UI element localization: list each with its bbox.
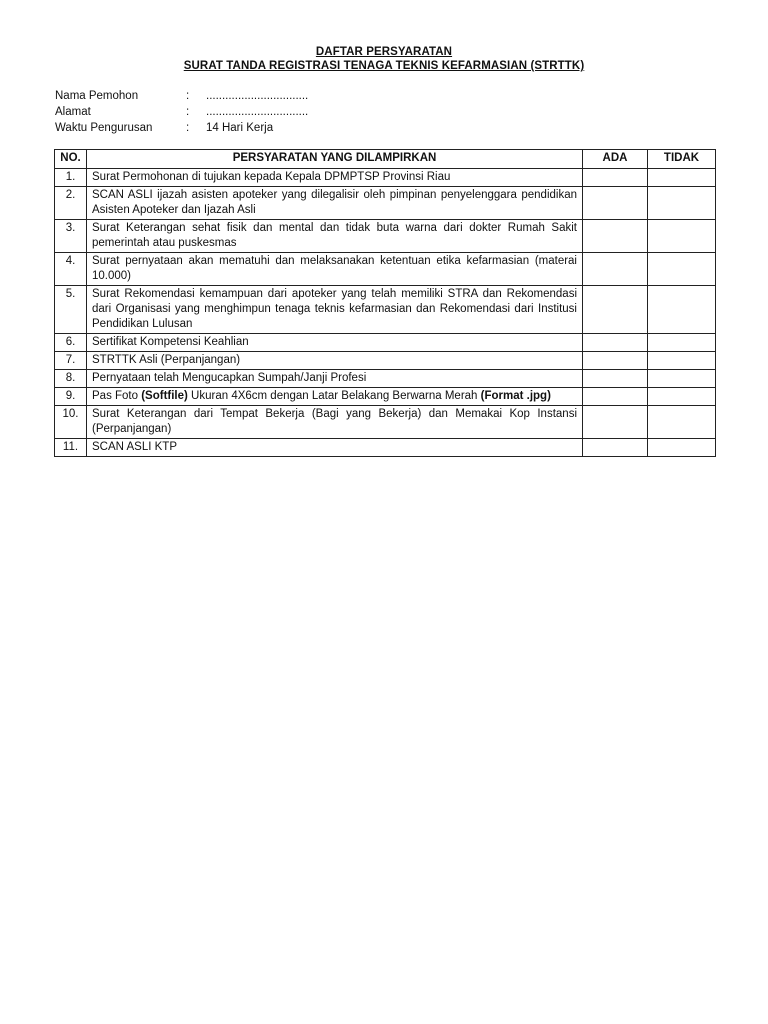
row-number: 3.: [55, 220, 87, 253]
tidak-checkbox-cell[interactable]: [648, 286, 716, 334]
requirement-text: Surat Permohonan di tujukan kepada Kepala DPMPTSP Provinsi Riau: [87, 169, 583, 187]
info-label: Nama Pemohon: [55, 90, 139, 102]
row-number: 9.: [55, 388, 87, 406]
info-value: 14 Hari Kerja: [206, 122, 274, 134]
requirement-text: Surat Keterangan sehat fisik dan mental dan tidak buta warna dari dokter Rumah Sakit pemerintah atau puskesmas: [87, 220, 583, 253]
table-row: [55, 253, 716, 286]
tidak-checkbox-cell[interactable]: [648, 406, 716, 439]
header-requirement: PERSYARATAN YANG DILAMPIRKAN: [87, 150, 583, 169]
table-row: [55, 352, 716, 370]
table-row: [55, 370, 716, 388]
info-value: ................................: [206, 106, 309, 118]
table-row: [55, 388, 716, 406]
table-header-row: [55, 150, 716, 169]
header-tidak: TIDAK: [648, 150, 716, 169]
ada-checkbox-cell[interactable]: [583, 253, 648, 286]
requirement-text-bold: (Softfile): [141, 390, 188, 402]
row-number: 6.: [55, 334, 87, 352]
requirement-text-part: Ukuran 4X6cm dengan Latar Belakang Berwarna Merah: [187, 390, 481, 402]
info-value: ................................: [206, 90, 309, 102]
row-number: 1.: [55, 169, 87, 187]
requirement-text: Sertifikat Kompetensi Keahlian: [87, 334, 583, 352]
requirement-text: STRTTK Asli (Perpanjangan): [87, 352, 583, 370]
document-title: DAFTAR PERSYARATAN: [315, 46, 453, 58]
tidak-checkbox-cell[interactable]: [648, 388, 716, 406]
row-number: 4.: [55, 253, 87, 286]
tidak-checkbox-cell[interactable]: [648, 352, 716, 370]
requirement-text-bold: (Format .jpg): [480, 390, 551, 402]
requirement-text: Surat Keterangan dari Tempat Bekerja (Bagi yang Bekerja) dan Memakai Kop Instansi (Perpanjangan): [87, 406, 583, 439]
requirements-table: [54, 149, 716, 457]
tidak-checkbox-cell[interactable]: [648, 439, 716, 457]
requirement-text-part: Pas Foto: [92, 390, 142, 402]
table-row: [55, 187, 716, 220]
info-colon: :: [186, 106, 190, 118]
table-row: [55, 169, 716, 187]
info-colon: :: [186, 122, 190, 134]
header-no: NO.: [55, 150, 87, 169]
table-row: [55, 286, 716, 334]
ada-checkbox-cell[interactable]: [583, 406, 648, 439]
info-colon: :: [186, 90, 190, 102]
tidak-checkbox-cell[interactable]: [648, 220, 716, 253]
row-number: 10.: [55, 406, 87, 439]
tidak-checkbox-cell[interactable]: [648, 334, 716, 352]
tidak-checkbox-cell[interactable]: [648, 370, 716, 388]
ada-checkbox-cell[interactable]: [583, 388, 648, 406]
table-row: [55, 439, 716, 457]
info-row-duration: [55, 120, 308, 136]
info-row-address: [55, 104, 308, 120]
table-row: [55, 334, 716, 352]
tidak-checkbox-cell[interactable]: [648, 187, 716, 220]
requirement-text: SCAN ASLI ijazah asisten apoteker yang dilegalisir oleh pimpinan penyelenggara pendidikan Asisten Apoteker dan Ijazah Asli: [87, 187, 583, 220]
requirement-text: SCAN ASLI KTP: [87, 439, 583, 457]
ada-checkbox-cell[interactable]: [583, 220, 648, 253]
info-label: Alamat: [55, 106, 91, 118]
info-label: Waktu Pengurusan: [55, 122, 153, 134]
row-number: 2.: [55, 187, 87, 220]
applicant-info: [55, 88, 308, 136]
row-number: 11.: [55, 439, 87, 457]
ada-checkbox-cell[interactable]: [583, 439, 648, 457]
row-number: 5.: [55, 286, 87, 334]
ada-checkbox-cell[interactable]: [583, 169, 648, 187]
requirement-text: Pernyataan telah Mengucapkan Sumpah/Janji Profesi: [87, 370, 583, 388]
tidak-checkbox-cell[interactable]: [648, 253, 716, 286]
info-row-name: [55, 88, 308, 104]
row-number: 8.: [55, 370, 87, 388]
ada-checkbox-cell[interactable]: [583, 334, 648, 352]
requirement-text: Surat pernyataan akan mematuhi dan melaksanakan ketentuan etika kefarmasian (materai 10.000): [87, 253, 583, 286]
ada-checkbox-cell[interactable]: [583, 187, 648, 220]
requirement-text: [87, 388, 583, 406]
header-ada: ADA: [583, 150, 648, 169]
ada-checkbox-cell[interactable]: [583, 286, 648, 334]
ada-checkbox-cell[interactable]: [583, 352, 648, 370]
table-row: [55, 406, 716, 439]
ada-checkbox-cell[interactable]: [583, 370, 648, 388]
requirement-text: Surat Rekomendasi kemampuan dari apoteker yang telah memiliki STRA dan Rekomendasi dari Organisasi yang menghimpun tenaga teknis kefarmasian dan Rekomendasi dari Institusi Pendidikan Lulusan: [87, 286, 583, 334]
table-row: [55, 220, 716, 253]
document-subtitle: SURAT TANDA REGISTRASI TENAGA TEKNIS KEFARMASIAN (STRTTK): [183, 60, 585, 72]
row-number: 7.: [55, 352, 87, 370]
tidak-checkbox-cell[interactable]: [648, 169, 716, 187]
